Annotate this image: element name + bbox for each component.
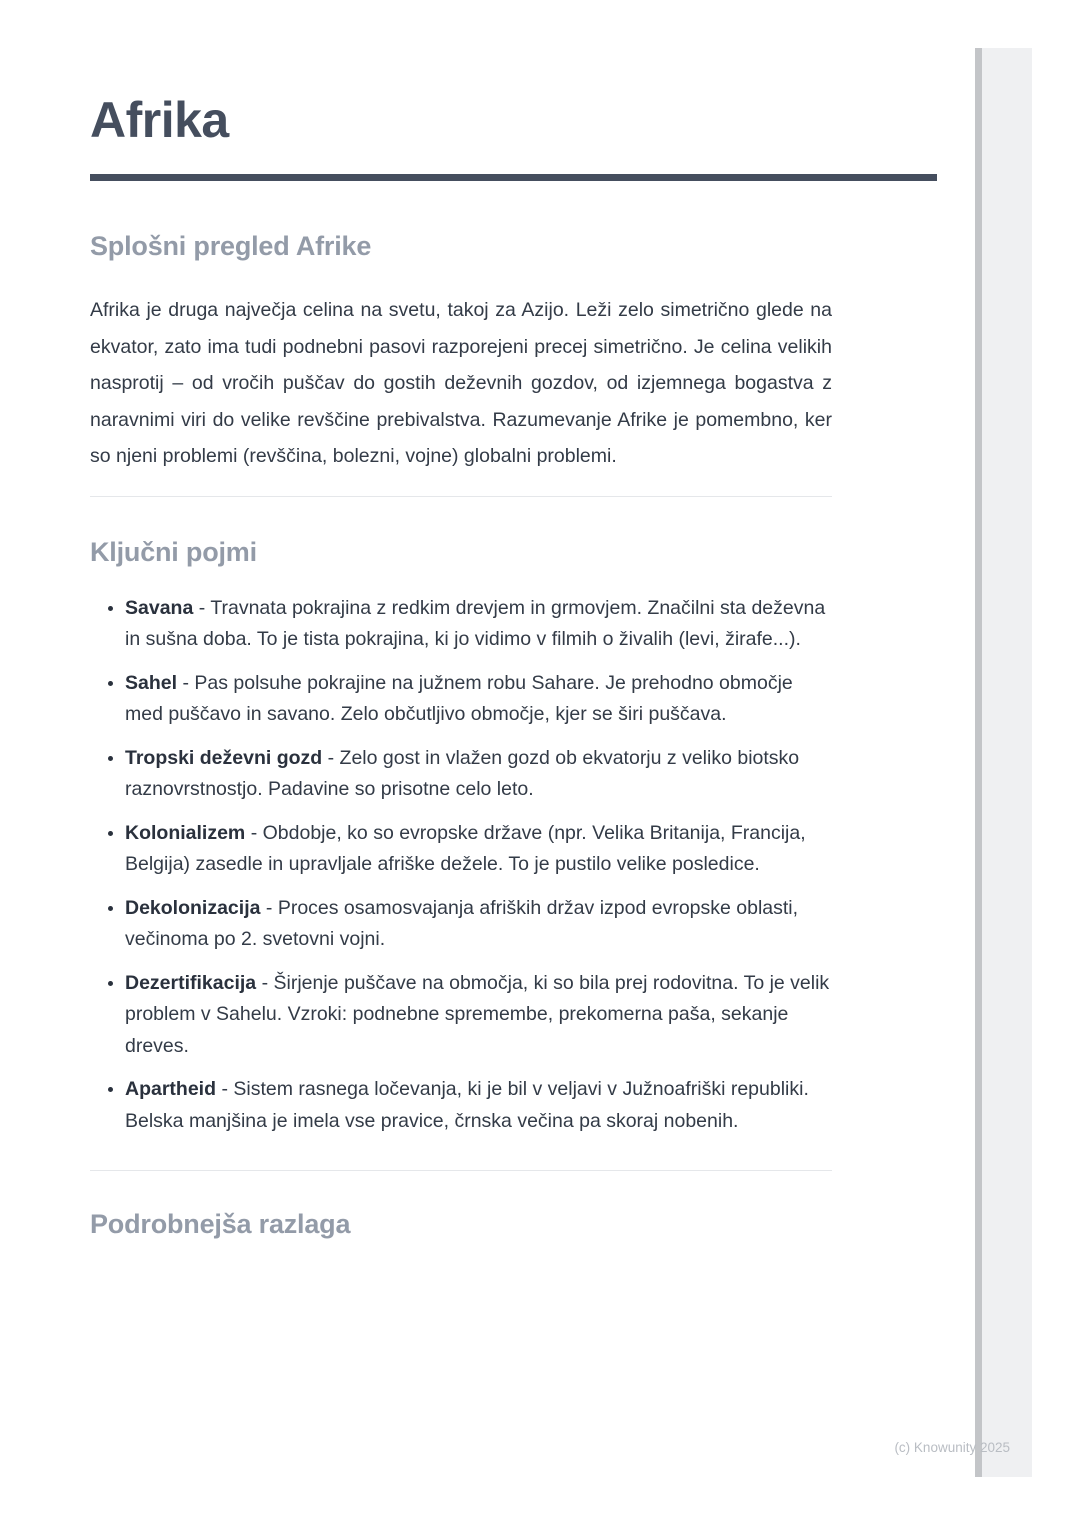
- watermark: (c) Knowunity 2025: [894, 1440, 1010, 1455]
- section-heading-overview: Splošni pregled Afrike: [90, 231, 372, 261]
- term-description: Pas polsuhe pokrajine na južnem robu Sahare. Je prehodno območje med puščavo in savano. Zelo občutljivo območje, kjer se širi puščava.: [125, 671, 793, 725]
- section-divider: [90, 1170, 832, 1171]
- term-description: Travnata pokrajina z redkim drevjem in grmovjem. Značilni sta deževna in sušna doba. To je tista pokrajina, ki jo vidimo v filmih o živalih (levi, žirafe...).: [125, 596, 826, 650]
- document-body: [90, 0, 937, 1240]
- list-item: [125, 668, 832, 731]
- overview-paragraph: Afrika je druga največja celina na svetu, takoj za Azijo. Leži zelo simetrično glede na ekvator, zato ima tudi podnebni pasovi razporejeni precej simetrično. Je celina velikih nasprotij – od vročih puščav do gostih deževnih gozdov, od izjemnega bogastva z naravnimi viri do velike revščine prebivalstva. Razumevanje Afrike je pomembno, ker so njeni problemi (revščina, bolezni, vojne) globalni problemi.: [90, 299, 832, 467]
- term-description: Sistem rasnega ločevanja, ki je bil v veljavi v Južnoafriški republiki. Belska manjšina je imela vse pravice, črnska večina pa skoraj nobenih.: [125, 1078, 809, 1132]
- list-item: [125, 593, 832, 656]
- term-description: Zelo gost in vlažen gozd ob ekvatorju z veliko biotsko raznovrstnostjo. Padavine so prisotne celo leto.: [125, 746, 800, 800]
- term-label: Savana: [125, 596, 194, 619]
- term-separator: -: [250, 821, 258, 844]
- title-rule: [90, 174, 937, 181]
- term-separator: -: [182, 671, 189, 694]
- term-separator: -: [261, 971, 269, 994]
- page-title: Afrika: [90, 92, 229, 148]
- term-description: Proces osamosvajanja afriških držav izpod evropske oblasti, večinoma po 2. svetovni vojni.: [125, 896, 799, 950]
- term-separator: -: [221, 1078, 228, 1100]
- term-description: Širjenje puščave na območja, ki so bila prej rodovitna. To je velik problem v Sahelu. Vzroki: podnebne spremembe, prekomerna paša, sekanje dreves.: [125, 971, 830, 1057]
- list-item: [125, 1074, 832, 1137]
- list-item: [125, 743, 832, 806]
- term-separator: -: [265, 896, 273, 919]
- term-separator: -: [198, 596, 206, 619]
- term-label: Kolonializem: [125, 821, 246, 844]
- section-heading-details: Podrobnejša razlaga: [90, 1209, 351, 1239]
- section-heading-key-terms: Ključni pojmi: [90, 536, 257, 567]
- term-label: Apartheid: [125, 1078, 217, 1100]
- key-terms-list: [90, 593, 832, 1138]
- scrollbar-thumb[interactable]: [975, 48, 982, 1477]
- list-item: [125, 818, 832, 881]
- list-item: [125, 893, 832, 956]
- term-label: Sahel: [125, 671, 178, 694]
- term-label: Tropski deževni gozd: [125, 746, 323, 769]
- section-divider: [90, 496, 832, 497]
- list-item: [125, 968, 832, 1063]
- scrollbar-track[interactable]: [982, 48, 1032, 1477]
- term-separator: -: [327, 746, 335, 769]
- term-label: Dekolonizacija: [125, 896, 261, 919]
- term-label: Dezertifikacija: [125, 971, 257, 994]
- term-description: Obdobje, ko so evropske države (npr. Velika Britanija, Francija, Belgija) zasedle in upravljale afriške dežele. To je pustilo velike posledice.: [125, 821, 806, 875]
